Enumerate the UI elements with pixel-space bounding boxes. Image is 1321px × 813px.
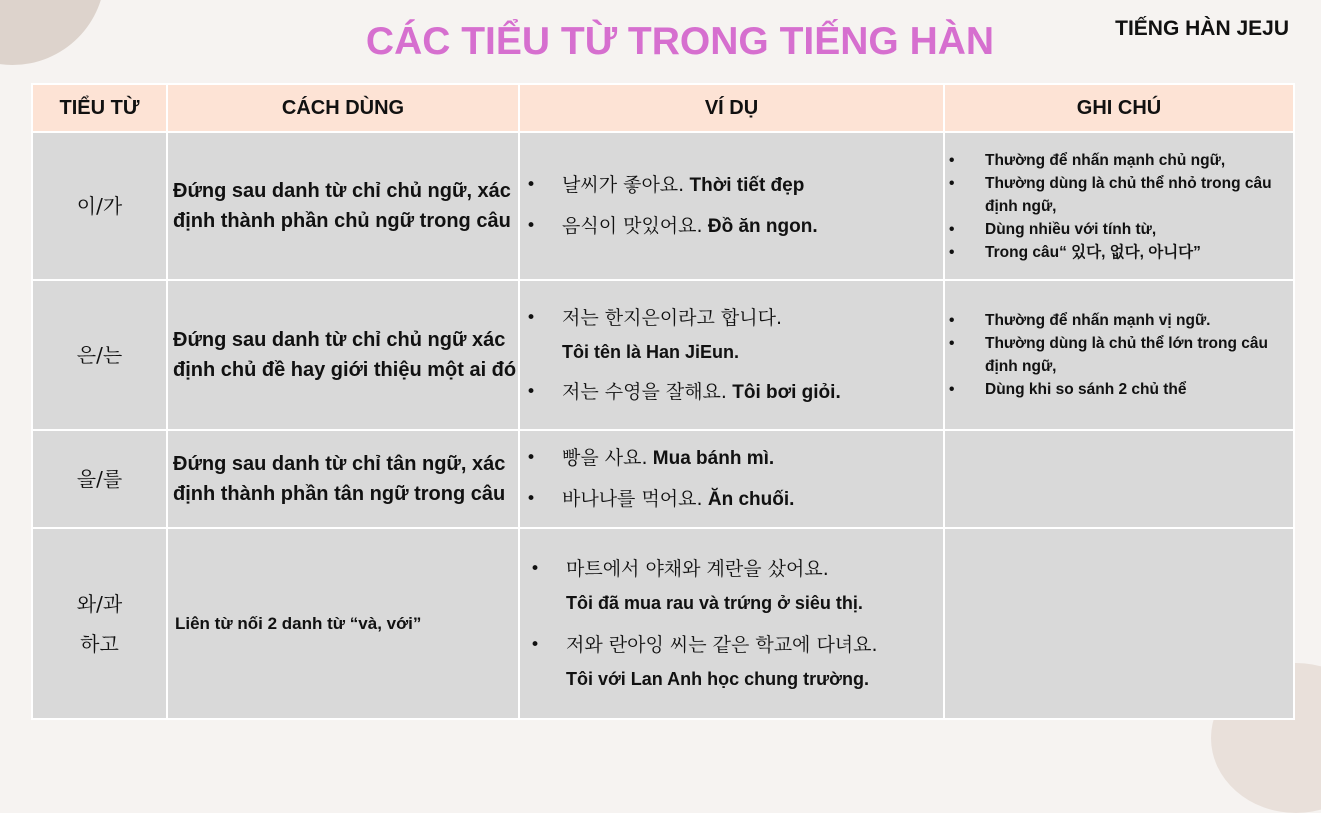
example-korean: 저는 한지은이라고 합니다.: [562, 306, 783, 329]
header-example: VÍ DỤ: [519, 84, 944, 132]
usage-cell: Liên từ nối 2 danh từ “và, với”: [167, 528, 519, 719]
example-korean: 날씨가 좋아요.: [562, 174, 685, 196]
particle-cell: [32, 132, 167, 280]
example-vietnamese: Tôi bơi giỏi.: [726, 381, 841, 403]
header-note: GHI CHÚ: [944, 84, 1294, 132]
example-korean: 저는 수영을 잘해요.: [562, 380, 727, 403]
particle-cell: [32, 280, 167, 430]
example-cell: [519, 430, 944, 528]
brand-label: TIẾNG HÀN JEJU: [1115, 17, 1289, 40]
example-vietnamese: Ăn chuối.: [702, 489, 795, 510]
example-item: [528, 556, 943, 616]
table-row: [32, 280, 1294, 430]
note-item: • Thường dùng là chủ thể lớn trong câu định ngữ,: [949, 332, 1293, 378]
particle-cell: [32, 430, 167, 528]
usage-cell: Đứng sau danh từ chỉ chủ ngữ, xác định thành phần chủ ngữ trong câu: [167, 132, 519, 280]
table-row: [32, 132, 1294, 280]
example-item: [528, 632, 943, 692]
note-item: • Dùng nhiều với tính từ,: [949, 218, 1293, 241]
particle-text: 와/과: [76, 591, 123, 616]
particle-text: 하고: [80, 631, 119, 656]
note-cell: [944, 528, 1294, 719]
note-cell: [944, 132, 1294, 280]
example-vietnamese: Tôi đã mua rau và trứng ở siêu thị.: [566, 592, 863, 613]
example-cell: [519, 528, 944, 719]
example-vietnamese: Đồ ăn ngon.: [702, 216, 818, 237]
example-item: [524, 165, 943, 206]
particle-text: 은/는: [76, 343, 123, 367]
particle-text: 이/가: [76, 194, 123, 218]
example-item: [524, 305, 943, 365]
example-cell: [519, 280, 944, 430]
example-vietnamese: Tôi tên là Han JiEun.: [562, 341, 740, 362]
note-cell: [944, 430, 1294, 528]
usage-cell: Đứng sau danh từ chỉ tân ngữ, xác định thành phần tân ngữ trong câu: [167, 430, 519, 528]
header-usage: CÁCH DÙNG: [167, 84, 519, 132]
example-korean: 마트에서 야채와 계란을 샀어요.: [566, 557, 829, 580]
example-korean: 음식이 맛있어요.: [562, 215, 703, 237]
note-item: • Thường để nhấn mạnh chủ ngữ,: [949, 149, 1293, 172]
example-korean: 저와 란아잉 씨는 같은 학교에 다녀요.: [566, 633, 878, 656]
example-korean: 빵을 사요.: [562, 447, 648, 469]
example-item: [524, 206, 943, 247]
note-item: • Trong câu“ 있다, 없다, 아니다”: [949, 241, 1293, 264]
note-cell: [944, 280, 1294, 430]
table-row: [32, 430, 1294, 528]
example-vietnamese: Thời tiết đẹp: [684, 175, 805, 196]
example-korean: 바나나를 먹어요.: [562, 488, 703, 510]
example-item: [524, 379, 943, 406]
page-title: CÁC TIỂU TỪ TRONG TIẾNG HÀN: [365, 20, 995, 63]
note-item: • Dùng khi so sánh 2 chủ thể: [949, 378, 1293, 401]
note-item: • Thường để nhấn mạnh vị ngữ.: [949, 309, 1293, 332]
example-item: [524, 438, 943, 479]
particle-text: 을/를: [76, 467, 123, 491]
note-item: • Thường dùng là chủ thể nhỏ trong câu định ngữ,: [949, 172, 1293, 218]
table-row: [32, 528, 1294, 719]
usage-cell: Đứng sau danh từ chỉ chủ ngữ xác định chủ đề hay giới thiệu một ai đó: [167, 280, 519, 430]
particle-cell: [32, 528, 167, 719]
example-cell: [519, 132, 944, 280]
example-vietnamese: Mua bánh mì.: [647, 448, 775, 469]
example-vietnamese: Tôi với Lan Anh học chung trường.: [566, 668, 869, 689]
header-particle: TIỂU TỪ: [32, 84, 167, 132]
particles-table: [31, 83, 1295, 720]
example-item: [524, 479, 943, 520]
table-header-row: [32, 84, 1294, 132]
